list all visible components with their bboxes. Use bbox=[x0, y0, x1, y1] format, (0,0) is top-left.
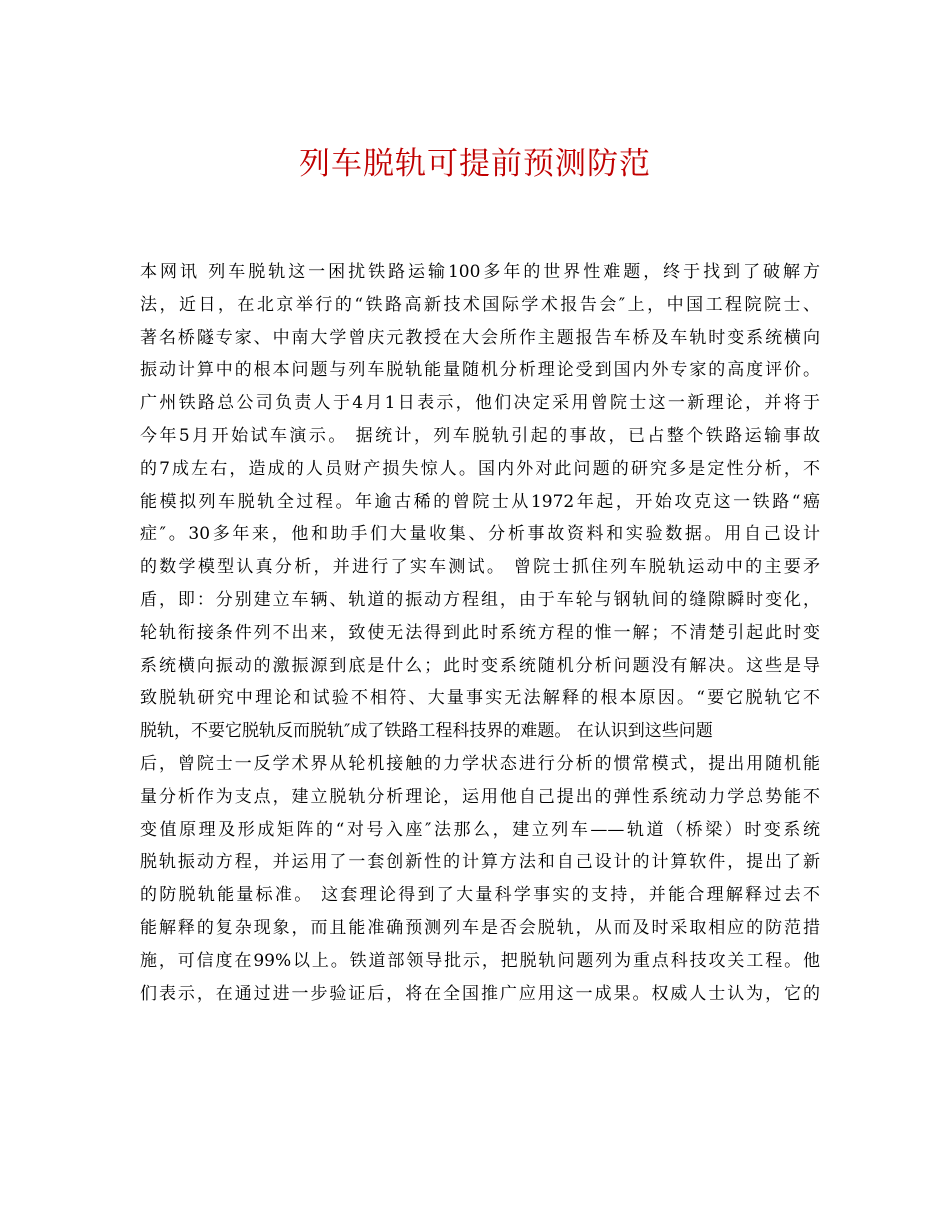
body-line: 施，可信度在99%以上。铁道部领导批示，把脱轨问题列为重点科技攻关工程。他 bbox=[140, 950, 820, 971]
body-line: 振动计算中的根本问题与列车脱轨能量随机分析理论受到国内外专家的高度评价。 bbox=[140, 360, 820, 381]
body-line: 著名桥隧专家、中南大学曾庆元教授在大会所作主题报告车桥及车轨时变系统横向 bbox=[140, 327, 820, 348]
body-line: 后，曾院士一反学术界从轮机接触的力学状态进行分析的惯常模式，提出用随机能 bbox=[140, 753, 820, 774]
body-line: 们表示，在通过进一步验证后，将在全国推广应用这一成果。权威人士认为，它的 bbox=[140, 983, 820, 1004]
body-line: 本网讯 列车脱轨这一困扰铁路运输100多年的世界性难题，终于找到了破解方 bbox=[140, 262, 820, 282]
body-line: 脱轨，不要它脱轨反而脱轨″成了铁路工程科技界的难题。 在认识到这些问题 bbox=[140, 721, 713, 742]
document-title: 列车脱轨可提前预测防范 bbox=[299, 146, 651, 182]
body-line: 能模拟列车脱轨全过程。年逾古稀的曾院士从1972年起，开始攻克这一铁路“癌 bbox=[140, 491, 820, 512]
body-line: 的数学模型认真分析，并进行了实车测试。 曾院士抓住列车脱轨运动中的主要矛 bbox=[140, 557, 820, 578]
body-line: 的防脱轨能量标准。 这套理论得到了大量科学事实的支持，并能合理解释过去不 bbox=[140, 885, 820, 906]
body-line: 轮轨衔接条件列不出来，致使无法得到此时系统方程的惟一解；不清楚引起此时变 bbox=[140, 622, 820, 643]
body-line: 今年5月开始试车演示。 据统计，列车脱轨引起的事故，已占整个铁路运输事故 bbox=[140, 425, 820, 446]
body-line: 能解释的复杂现象，而且能准确预测列车是否会脱轨，从而及时采取相应的防范措 bbox=[140, 917, 820, 938]
body-line: 的7成左右，造成的人员财产损失惊人。国内外对此问题的研究多是定性分析，不 bbox=[140, 458, 820, 479]
body-line: 症″。30多年来，他和助手们大量收集、分析事故资料和实验数据。用自己设计 bbox=[140, 524, 820, 545]
body-line: 脱轨振动方程，并运用了一套创新性的计算方法和自己设计的计算软件，提出了新 bbox=[140, 852, 820, 873]
body-line: 盾，即：分别建立车辆、轨道的振动方程组，由于车轮与钢轨间的缝隙瞬时变化， bbox=[140, 589, 820, 610]
body-line: 法，近日，在北京举行的“铁路高新技术国际学术报告会″上，中国工程院院士、 bbox=[140, 294, 820, 315]
body-line: 系统横向振动的激振源到底是什么；此时变系统随机分析问题没有解决。这些是导 bbox=[140, 655, 820, 676]
body-line: 变值原理及形成矩阵的“对号入座″法那么，建立列车——轨道（桥梁）时变系统 bbox=[140, 819, 820, 840]
body-line: 致脱轨研究中理论和试验不相符、大量事实无法解释的根本原因。“要它脱轨它不 bbox=[140, 688, 820, 709]
article-body bbox=[140, 256, 820, 1010]
body-line: 量分析作为支点，建立脱轨分析理论，运用他自己提出的弹性系统动力学总势能不 bbox=[140, 786, 820, 807]
body-line: 广州铁路总公司负责人于4月1日表示，他们决定采用曾院士这一新理论，并将于 bbox=[140, 393, 820, 414]
